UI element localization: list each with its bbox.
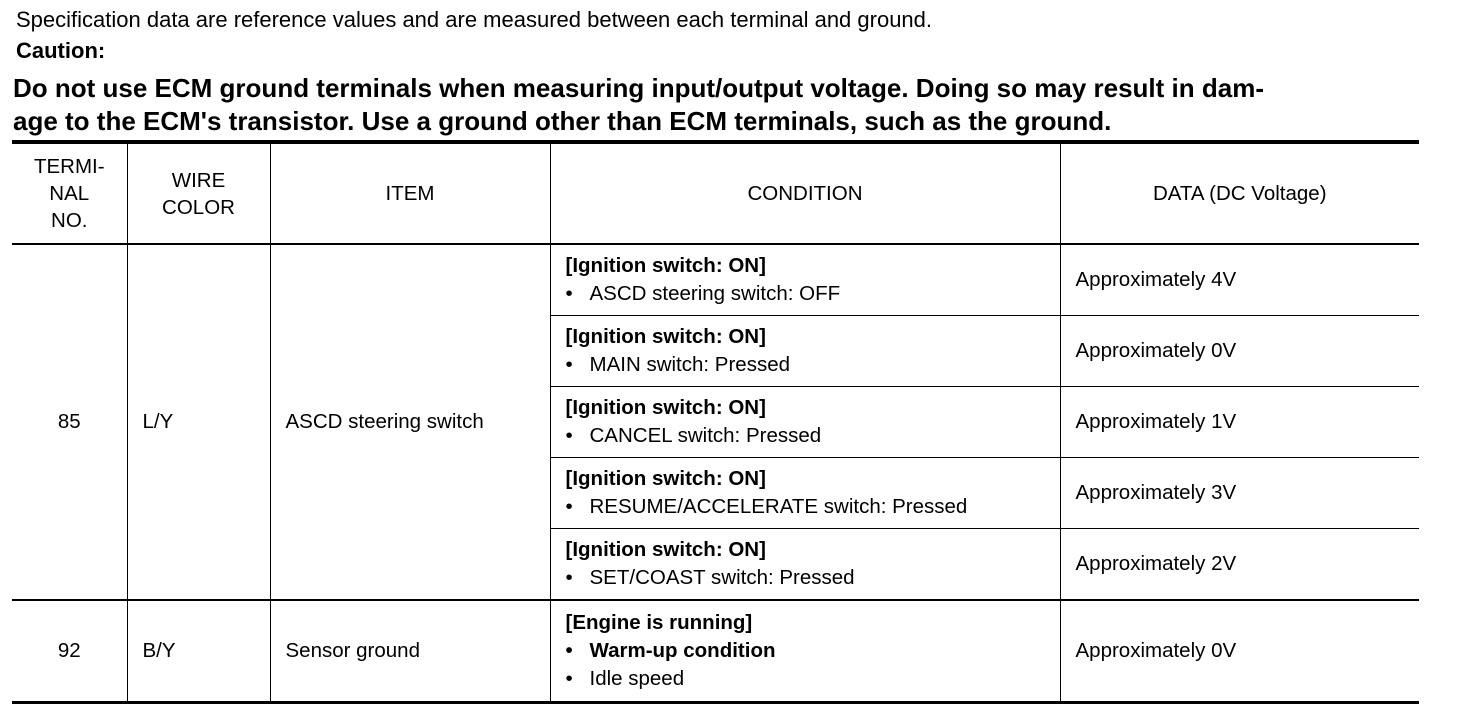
terminal-spec-table bbox=[12, 140, 1419, 704]
condition-bullet-text: MAIN switch: Pressed bbox=[589, 353, 790, 376]
condition-heading: [Ignition switch: ON] bbox=[565, 538, 766, 561]
header-terminal-line: TERMI- bbox=[33, 155, 105, 178]
header-condition: CONDITION bbox=[550, 142, 1060, 244]
data-value: Approximately 1V bbox=[1060, 387, 1419, 458]
data-value: Approximately 0V bbox=[1060, 316, 1419, 387]
condition-bullet bbox=[566, 422, 1060, 450]
header-wire-line: COLOR bbox=[162, 195, 235, 219]
terminal-number: 85 bbox=[12, 244, 127, 600]
condition-bullet bbox=[566, 351, 1060, 379]
table-row bbox=[12, 244, 1419, 316]
condition-bullet-text: RESUME/ACCELERATE switch: Pressed bbox=[589, 495, 968, 518]
bullet-mark: • bbox=[565, 424, 573, 447]
condition-bullet-text: Idle speed bbox=[589, 667, 685, 690]
header-wire-line: WIRE bbox=[171, 168, 226, 192]
terminal-number: 92 bbox=[12, 600, 127, 703]
header-wire-color bbox=[127, 142, 270, 244]
condition-bullet-text: SET/COAST switch: Pressed bbox=[589, 566, 855, 589]
bullet-mark: • bbox=[565, 639, 573, 662]
data-value: Approximately 2V bbox=[1060, 529, 1419, 601]
header-terminal-line: NO. bbox=[51, 209, 88, 232]
condition-bullet bbox=[566, 564, 1060, 592]
item-name: Sensor ground bbox=[270, 600, 550, 703]
header-terminal-no bbox=[12, 142, 127, 244]
caution-line-1: Do not use ECM ground terminals when measuring input/output voltage. Doing so may result in dam- bbox=[13, 73, 1264, 103]
item-name: ASCD steering switch bbox=[270, 244, 550, 600]
table-header-row bbox=[12, 142, 1419, 244]
bullet-mark: • bbox=[565, 495, 573, 518]
condition-cell bbox=[550, 529, 1060, 601]
condition-bullet-text: CANCEL switch: Pressed bbox=[589, 424, 822, 447]
condition-cell bbox=[550, 244, 1060, 316]
table-row bbox=[12, 600, 1419, 703]
condition-cell bbox=[550, 600, 1060, 703]
condition-bullet-text: Warm-up condition bbox=[589, 639, 776, 662]
condition-bullet-text: ASCD steering switch: OFF bbox=[589, 282, 841, 305]
wire-color: L/Y bbox=[127, 244, 270, 600]
condition-heading: [Engine is running] bbox=[565, 611, 753, 634]
header-item: ITEM bbox=[270, 142, 550, 244]
bullet-mark: • bbox=[565, 566, 573, 589]
caution-line-2: age to the ECM's transistor. Use a ground other than ECM terminals, such as the ground. bbox=[13, 106, 1112, 136]
data-value: Approximately 0V bbox=[1060, 600, 1419, 703]
condition-cell bbox=[550, 387, 1060, 458]
caution-text bbox=[13, 72, 1418, 138]
condition-heading: [Ignition switch: ON] bbox=[565, 254, 766, 277]
condition-cell bbox=[550, 458, 1060, 529]
bullet-mark: • bbox=[565, 353, 573, 376]
header-data: DATA (DC Voltage) bbox=[1060, 142, 1419, 244]
condition-heading: [Ignition switch: ON] bbox=[565, 396, 766, 419]
intro-text: Specification data are reference values and are measured between each terminal and ground. bbox=[16, 7, 933, 32]
header-terminal-line: NAL bbox=[49, 182, 90, 205]
wire-color: B/Y bbox=[127, 600, 270, 703]
bullet-mark: • bbox=[565, 282, 573, 305]
condition-bullet bbox=[566, 637, 1060, 665]
data-value: Approximately 3V bbox=[1060, 458, 1419, 529]
condition-bullet bbox=[566, 280, 1060, 308]
condition-heading: [Ignition switch: ON] bbox=[565, 325, 766, 348]
caution-label: Caution: bbox=[16, 38, 106, 63]
condition-heading: [Ignition switch: ON] bbox=[565, 467, 766, 490]
bullet-mark: • bbox=[565, 667, 573, 690]
condition-bullet bbox=[566, 665, 1060, 693]
condition-bullet bbox=[566, 493, 1060, 521]
data-value: Approximately 4V bbox=[1060, 244, 1419, 316]
condition-cell bbox=[550, 316, 1060, 387]
